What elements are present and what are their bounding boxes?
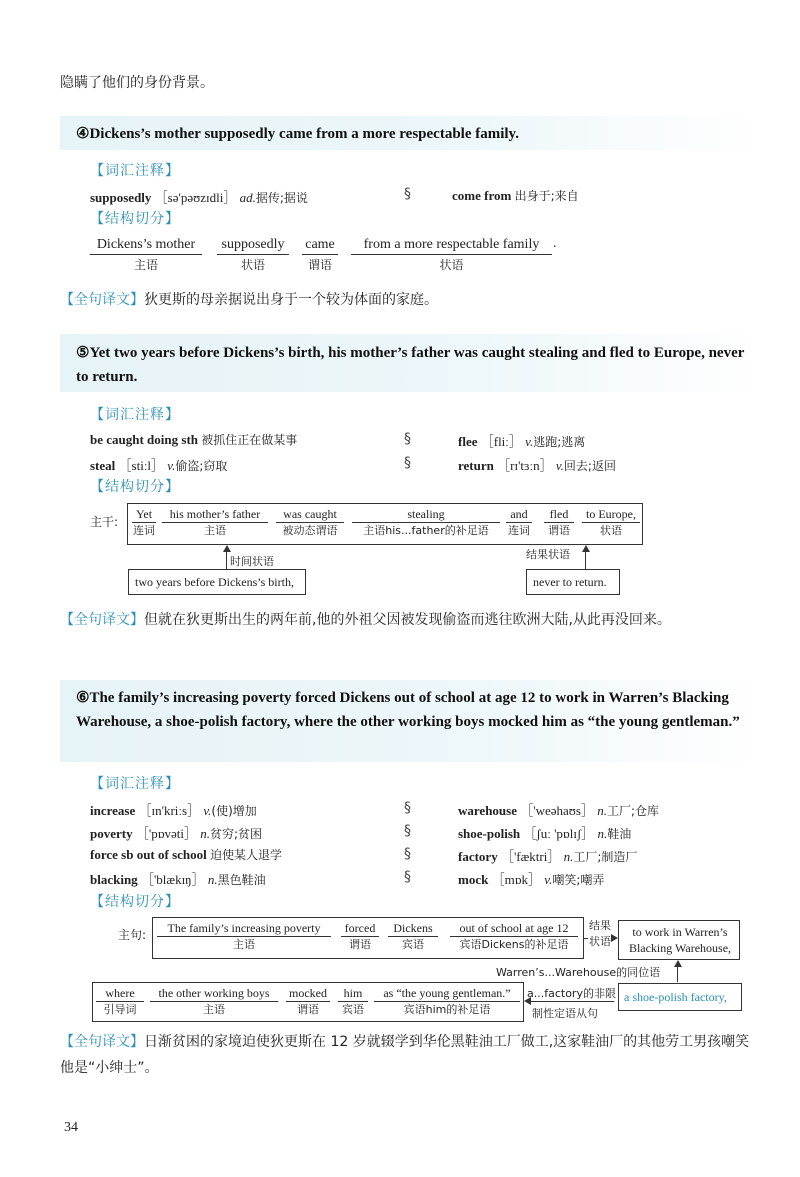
- segment: to Europe, 状语: [582, 506, 640, 539]
- segment: where 引导词: [96, 985, 144, 1018]
- arrow-up-icon: [674, 960, 682, 967]
- wave-divider: §: [404, 823, 411, 839]
- wave-divider: §: [404, 455, 411, 471]
- translation-label: 【全句译文】: [60, 292, 144, 308]
- vocab-entry: be caught doing sth 被抓住正在做某事: [90, 432, 298, 447]
- continued-text: 隐瞒了他们的身份背景。: [60, 75, 214, 91]
- result-adverbial-label: 结果状语: [589, 919, 611, 948]
- vocab-entry: shoe-polish ［ʃuː 'pɒlɪʃ］ n.鞋油: [458, 826, 632, 841]
- connector-line: [584, 938, 588, 939]
- relative-label-2: 制性定语从句: [532, 1007, 598, 1020]
- vocab-entry: force sb out of school 迫使某人退学: [90, 847, 283, 862]
- segment: the other working boys 主语: [150, 985, 278, 1018]
- structure-label-6: 【结构切分】: [90, 894, 180, 910]
- arrow-up-icon: [223, 545, 231, 552]
- segment: Yet 连词: [133, 507, 155, 537]
- main-clause-label: 主干:: [90, 515, 119, 529]
- vocab-meaning: 据传;据说: [255, 191, 308, 205]
- vocab-supposedly: [90, 187, 308, 206]
- segment: fled 谓语: [544, 506, 574, 539]
- main-clause-label: 主句:: [118, 928, 147, 942]
- wave-divider: §: [404, 846, 411, 862]
- translation-6: 【全句译文】日渐贫困的家境迫使狄更斯在 12 岁就辍学到华伦黑鞋油工厂做工,这家鞋油厂的其他劳工男孩嘲笑他是“小绅士”。: [60, 1034, 750, 1076]
- connector-line: [677, 966, 678, 982]
- connector-line: [585, 551, 586, 569]
- vocab-entry: warehouse ［'weəhaʊs］ n.工厂;仓库: [458, 803, 660, 818]
- segment: Dickens’s mother 主语: [90, 236, 202, 275]
- segment: from a more respectable family 状语: [351, 236, 552, 275]
- vocab-label-6: 【词汇注释】: [90, 776, 180, 792]
- segment: was caught 被动态谓语: [276, 506, 344, 539]
- time-adverbial-label: 时间状语: [230, 555, 274, 568]
- work-text: to work in Warren’s Blacking Warehouse,: [628, 925, 732, 955]
- result-adverbial-label: 结果状语: [526, 548, 570, 561]
- wave-divider: §: [404, 431, 411, 447]
- segment: supposedly 状语: [217, 236, 289, 275]
- arrow-up-icon: [582, 545, 590, 552]
- vocab-entry: factory ［'fæktri］ n.工厂;制造厂: [458, 849, 638, 864]
- segment: forced 谓语: [341, 920, 379, 953]
- vocab-phonetic: ［sə'pəʊzɪdli］: [154, 190, 237, 205]
- sentence-6: ⑥The family’s increasing poverty forced Dickens out of school at age 12 to work in Warren’s Blacking Warehouse, a shoe-polish factory, where the other working boys mocked him as “the young gentleman.”: [76, 690, 740, 730]
- sentence-4: ④Dickens’s mother supposedly came from a more respectable family.: [76, 126, 519, 142]
- segment: stealing 主语his...father的补足语: [352, 506, 500, 539]
- factory-text: a shoe-polish factory,: [624, 990, 727, 1004]
- structure-label-5: 【结构切分】: [90, 479, 180, 495]
- appositive-label: Warren’s...Warehouse的同位语: [496, 966, 661, 979]
- vocab-entry: flee ［fliː］ v.逃跑;逃离: [458, 434, 586, 449]
- vocab-entry: blacking ［'blækɪŋ］ n.黑色鞋油: [90, 872, 266, 887]
- arrow-right-icon: [611, 934, 618, 942]
- vocab-word: come from: [452, 188, 512, 203]
- translation-text: 狄更斯的母亲据说出身于一个较为体面的家庭。: [144, 292, 438, 308]
- sentence-5: ⑤Yet two years before Dickens’s birth, his mother’s father was caught stealing and fled to Europe, never to return.: [76, 345, 745, 385]
- connector-line: [226, 551, 227, 569]
- time-adverbial-text: two years before Dickens’s birth,: [135, 575, 294, 589]
- vocab-label-5: 【词汇注释】: [90, 407, 180, 423]
- wave-divider: §: [404, 186, 411, 202]
- wave-divider: §: [404, 800, 411, 816]
- segment: came 谓语: [302, 236, 338, 275]
- vocab-meaning: 出身于;来自: [514, 189, 579, 203]
- vocab-label-4: 【词汇注释】: [90, 163, 180, 179]
- vocab-entry: increase ［ɪn'kriːs］ v.(使)增加: [90, 803, 257, 818]
- vocab-entry: poverty ［'pɒvəti］ n.贫穷;贫困: [90, 826, 263, 841]
- arrow-left-icon: [524, 997, 531, 1005]
- segment: his mother’s father 主语: [162, 506, 268, 539]
- period: .: [553, 236, 557, 251]
- page-number: 34: [64, 1120, 78, 1135]
- result-adverbial-text: never to return.: [533, 575, 607, 589]
- vocab-entry: mock ［mɒk］ v.嘲笑;嘲弄: [458, 872, 605, 887]
- relative-label-1: a...factory的非限: [527, 987, 616, 1000]
- connector-line: [526, 1001, 614, 1002]
- wave-divider: §: [404, 869, 411, 885]
- vocab-entry: return ［rɪ'tɜːn］ v.回去;返回: [458, 458, 616, 473]
- structure-label-4: 【结构切分】: [90, 211, 180, 227]
- vocab-come-from: [452, 187, 579, 204]
- vocab-pos: ad.: [239, 190, 256, 205]
- translation-5: 【全句译文】但就在狄更斯出生的两年前,他的外祖父因被发现偷盗而逃往欧洲大陆,从此再没回来。: [60, 612, 671, 628]
- segment: and 连词: [508, 507, 530, 537]
- segment: as “the young gentleman.” 宾语him的补足语: [374, 985, 520, 1018]
- vocab-word: supposedly: [90, 190, 152, 205]
- segment: out of school at age 12 宾语Dickens的补足语: [450, 920, 578, 953]
- segment: him 宾语: [338, 985, 368, 1018]
- segment: Dickens 宾语: [388, 920, 438, 953]
- translation-4: [60, 287, 760, 313]
- segment: mocked 谓语: [286, 985, 330, 1018]
- vocab-entry: steal ［stiːl］ v.偷盗;窃取: [90, 458, 228, 473]
- segment: The family’s increasing poverty 主语: [157, 920, 331, 953]
